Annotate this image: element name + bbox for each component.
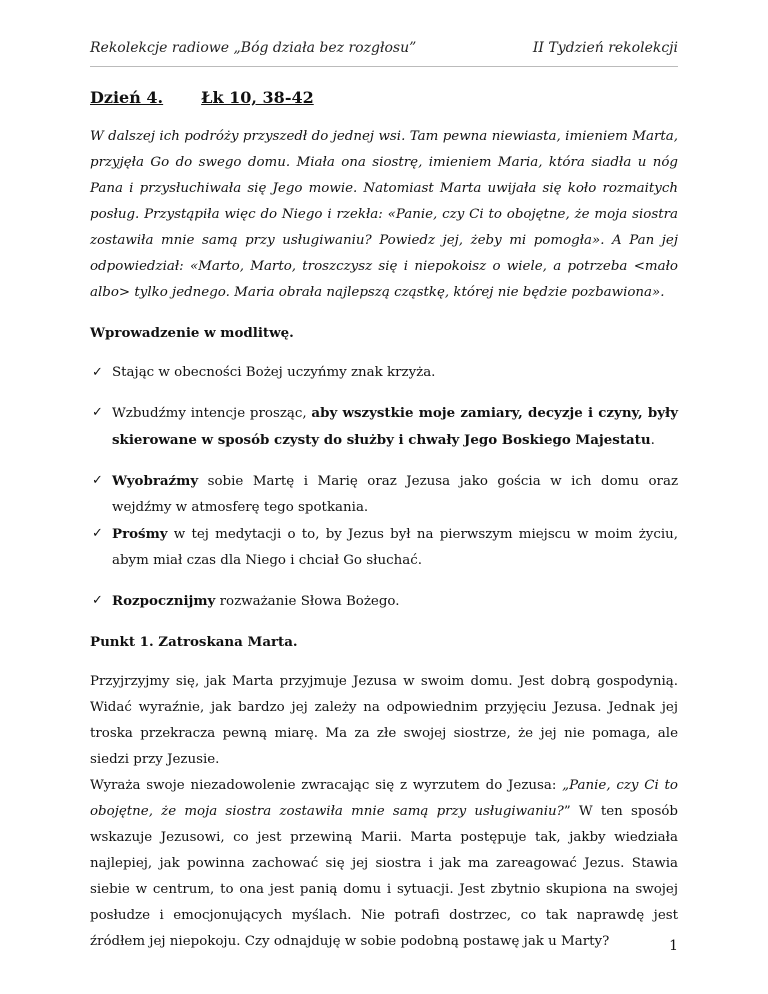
list-item-text: rozważanie Słowa Bożego.: [215, 594, 400, 609]
list-item: [90, 588, 678, 615]
header-divider: [90, 66, 678, 67]
prayer-steps-list: [90, 360, 678, 615]
list-item-text: w tej medytacji o to, by Jezus był na pierwszym miejscu w moim życiu, abym miał czas dla Niego i chciał Go słuchać.: [112, 527, 678, 568]
intro-heading: Wprowadzenie w modlitwę.: [90, 325, 294, 341]
list-item-emphasis: Rozpocznijmy: [112, 593, 216, 609]
list-item: [90, 468, 678, 521]
page-number: 1: [669, 938, 678, 954]
checkmark-icon: ✓: [92, 473, 103, 488]
paragraph-text: ” W ten sposób wskazuje Jezusowi, co jest przewiną Marii. Marta postępuje tak, jakby wiedziała najlepiej, jak powinna zachować się jej siostra i jak ma zareagować Jezus. Stawia siebie w centrum, to ona jest panią domu i sytuacji. Jest zbytnio skupiona na swojej posłudze i emocjonujących myślach. Nie potrafi dostrzec, co tak naprawdę jest źródłem jej niepokoju. Czy odnajduję w sobie podobną postawę jak u Marty?: [90, 804, 678, 949]
point1-heading: Punkt 1. Zatroskana Marta.: [90, 634, 298, 650]
list-item-emphasis: Prośmy: [112, 526, 168, 542]
point1-paragraph-2: [90, 773, 678, 955]
list-item-emphasis: aby wszystkie moje zamiary, decyzje i czyny, były skierowane w sposób czysty do służby i chwały Jego Boskiego Majestatu: [112, 405, 678, 448]
checkmark-icon: ✓: [92, 365, 103, 380]
point1-paragraph-1: Przyjrzyjmy się, jak Marta przyjmuje Jezusa w swoim domu. Jest dobrą gospodynią. Widać wyraźnie, jak bardzo jej zależy na odpowiednim przyjęciu Jezusa. Jednak jej troska przekracza pewną miarę. Ma za złe swojej siostrze, że jej nie pomaga, ale siedzi przy Jezusie.: [90, 674, 678, 767]
page-content: [90, 86, 678, 955]
gospel-quote: „Panie, czy Ci to obojętne, że moja siostra zostawiła mnie samą przy usługiwaniu?: [90, 778, 678, 819]
list-item: [90, 521, 678, 574]
checkmark-icon: ✓: [92, 526, 103, 541]
checkmark-icon: ✓: [92, 593, 103, 608]
checkmark-icon: ✓: [92, 405, 103, 420]
list-item-emphasis: Wyobraźmy: [112, 473, 199, 489]
header-left: Rekolekcje radiowe „Bóg działa bez rozgłosu”: [90, 40, 417, 56]
list-item-text: Wzbudźmy intencje prosząc,: [112, 406, 312, 421]
list-item-text: sobie Martę i Marię oraz Jezusa jako gościa w ich domu oraz wejdźmy w atmosferę tego spotkania.: [112, 474, 678, 515]
page-title: [90, 86, 678, 110]
list-item-text: Stając w obecności Bożej uczyńmy znak krzyża.: [112, 365, 436, 380]
title-reference: Łk 10, 38-42: [201, 88, 314, 107]
list-item: [90, 360, 678, 386]
gospel-passage: W dalszej ich podróży przyszedł do jednej wsi. Tam pewna niewiasta, imieniem Marta, przyjęła Go do swego domu. Miała ona siostrę, imieniem Maria, która siadła u nóg Pana i przysłuchiwała się Jego mowie. Natomiast Marta uwijała się koło rozmaitych posług. Przystąpiła więc do Niego i rzekła: «Panie, czy Ci to obojętne, że moja siostra zostawiła mnie samą przy usługiwaniu? Powiedz jej, żeby mi pomogła». A Pan jej odpowiedział: «Marto, Marto, troszczysz się i niepokoisz o wiele, a potrzeba <mało albo> tylko jednego. Maria obrała najlepszą cząstkę, której nie będzie pozbawiona».: [90, 129, 678, 300]
header-right: II Tydzień rekolekcji: [532, 40, 678, 56]
title-day: Dzień 4.: [90, 88, 164, 107]
page-header: [90, 40, 678, 56]
paragraph-text: Wyraża swoje niezadowolenie zwracając się z wyrzutem do Jezusa:: [90, 778, 563, 793]
list-item: [90, 400, 678, 454]
list-item-text: .: [650, 433, 655, 448]
